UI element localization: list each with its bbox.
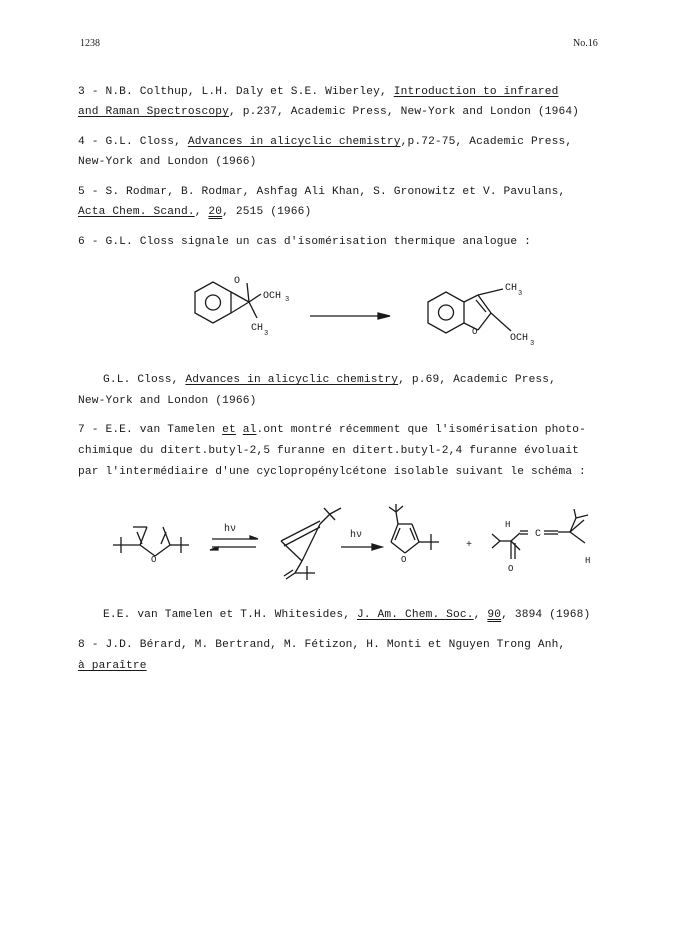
- text-segment: , p.69, Academic Press,: [398, 374, 557, 386]
- central-carbon-label: C: [535, 529, 542, 540]
- text-segment: 7 - E.E. van Tamelen: [78, 424, 223, 436]
- underlined-title: al: [242, 424, 257, 436]
- ref-8-line-2: [78, 660, 147, 672]
- ch3-left-label: CH: [251, 323, 264, 334]
- h-bottom-label: H: [585, 556, 591, 566]
- underlined-title: J. Am. Chem. Soc.: [356, 609, 474, 621]
- text-segment: 4 - G.L. Closs,: [78, 136, 188, 148]
- text-segment: 3 - N.B. Colthup, L.H. Daly et S.E. Wiberley,: [78, 86, 394, 98]
- sub3-a: 3: [285, 296, 290, 304]
- ch3-right-label: CH: [505, 283, 518, 294]
- text-segment: , 2515 (1966): [222, 206, 312, 218]
- ref-8-line-1: [78, 639, 565, 651]
- sub3-b: 3: [264, 330, 269, 338]
- underlined-title: Introduction to infrared: [393, 86, 559, 98]
- underlined-title: Advances in alicyclic chemistry: [187, 136, 401, 148]
- issue-number: No.16: [573, 38, 598, 49]
- volume-number: 90: [487, 609, 502, 621]
- text-segment: par l'intermédiaire d'une cyclopropénylcétone isolable suivant le schéma :: [78, 466, 586, 478]
- text-segment: ,: [194, 206, 209, 218]
- text-segment: ,: [473, 609, 488, 621]
- cyclopropenyl-ketone: [281, 508, 341, 580]
- ketone-oxygen-label: O: [508, 564, 514, 574]
- h-top-label: H: [505, 520, 511, 530]
- underlined-title: and Raman Spectroscopy: [78, 106, 229, 118]
- hv-label-1: hν: [224, 524, 237, 535]
- sub3-d: 3: [530, 340, 535, 348]
- text-segment: New-York and London (1966): [78, 156, 257, 168]
- underlined-title: à paraître: [78, 660, 147, 672]
- text-segment: New-York and London (1966): [78, 395, 257, 407]
- furan-oxygen-label: O: [472, 327, 478, 337]
- text-segment: ,p.72-75, Academic Press,: [400, 136, 573, 148]
- text-segment: G.L. Closs,: [103, 374, 186, 386]
- furan-oxygen-label-2: O: [401, 555, 407, 565]
- och3-right-label: OCH: [510, 333, 529, 344]
- furan-24-ditbu: [389, 504, 439, 553]
- carbonyl-oxygen-label: O: [234, 276, 241, 287]
- underlined-title: Advances in alicyclic chemistry: [185, 374, 399, 386]
- hv-label-2: hν: [350, 530, 363, 541]
- text-segment: 5 - S. Rodmar, B. Rodmar, Ashfag Ali Khan, S. Gronowitz et V. Pavulans,: [78, 186, 566, 198]
- sub3-c: 3: [518, 290, 523, 298]
- text-segment: 8 - J.D. Bérard, M. Bertrand, M. Fétizon, H. Monti et Nguyen Trong Anh,: [78, 639, 566, 651]
- text-segment: chimique du ditert.butyl-2,5 furanne en ditert.butyl-2,4 furanne évoluait: [78, 445, 580, 457]
- underlined-title: et: [222, 424, 236, 436]
- och3-left-label: OCH: [263, 291, 282, 302]
- van-tamelen-caption: [103, 609, 590, 621]
- underlined-title: Acta Chem. Scand.: [78, 206, 195, 218]
- plus-sign: +: [466, 540, 473, 551]
- text-segment: E.E. van Tamelen et T.H. Whitesides,: [103, 609, 357, 621]
- text-segment: 6 - G.L. Closs signale un cas d'isomérisation thermique analogue :: [78, 236, 531, 248]
- text-segment: , 3894 (1968): [501, 609, 591, 621]
- text-segment: .ont montré récemment que l'isomérisation photo-: [256, 424, 586, 436]
- furan-25-ditbu: [113, 527, 189, 556]
- text-segment: , p.237, Academic Press, New-York and London (1964): [229, 106, 580, 118]
- volume-number: 20: [208, 206, 223, 218]
- furan-oxygen-label-1: O: [151, 555, 157, 565]
- page-number: 1238: [80, 38, 100, 49]
